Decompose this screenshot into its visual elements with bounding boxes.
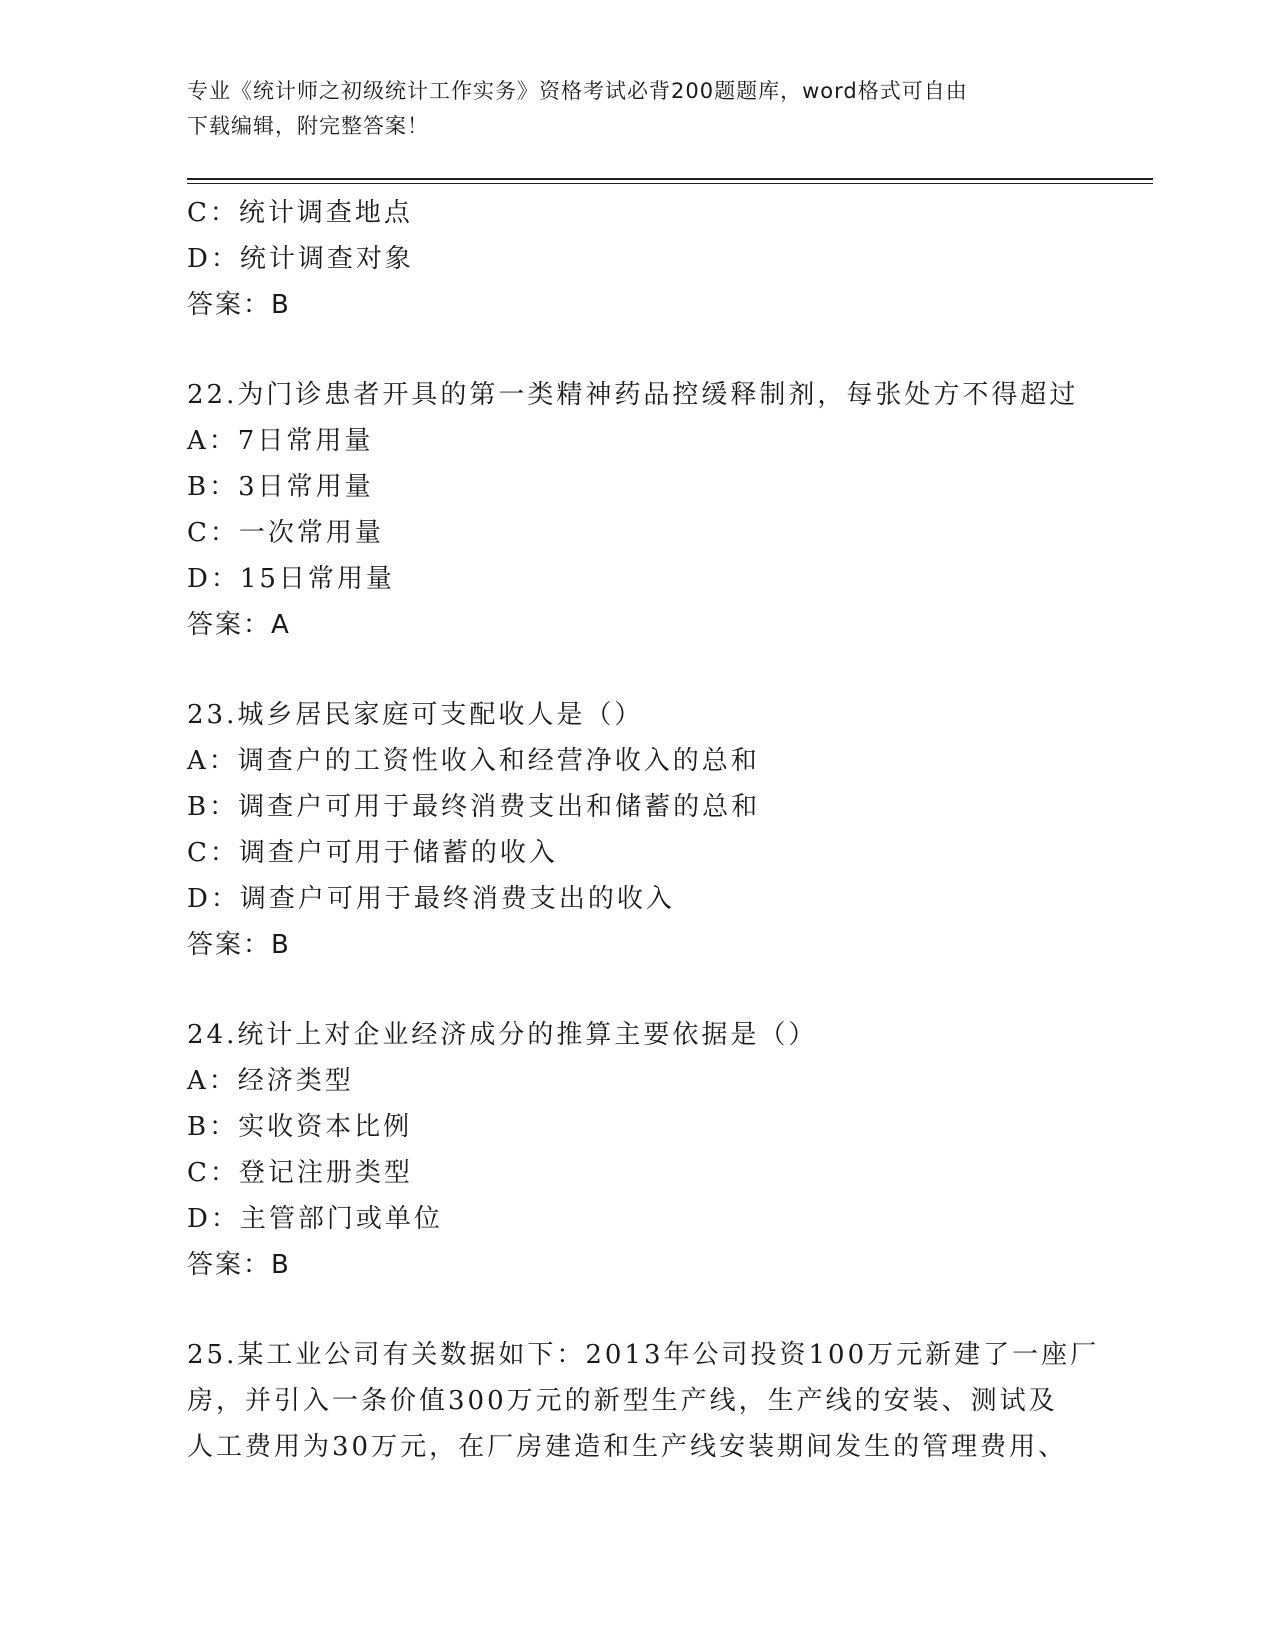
option-a: A：7日常用量 xyxy=(187,426,374,456)
answer-line: 答案：B xyxy=(187,1250,291,1280)
question-24 xyxy=(187,1012,1087,1288)
question-text-line-1: 25.某工业公司有关数据如下：2013年公司投资100万元新建了一座厂 xyxy=(187,1340,1100,1370)
option-a: A：调查户的工资性收入和经营净收入的总和 xyxy=(187,746,760,776)
option-c: C：一次常用量 xyxy=(187,518,384,548)
spacer xyxy=(187,328,1087,372)
spacer xyxy=(187,968,1087,1012)
question-23 xyxy=(187,692,1087,968)
question-text-line-2: 房，并引入一条价值300万元的新型生产线，生产线的安装、测试及 xyxy=(187,1386,1058,1416)
header-line-2: 下载编辑，附完整答案！ xyxy=(187,114,429,138)
question-text: 23.城乡居民家庭可支配收人是（） xyxy=(187,700,644,730)
question-21-tail xyxy=(187,190,1087,328)
question-text-line-3: 人工费用为30万元，在厂房建造和生产线安装期间发生的管理费用、 xyxy=(187,1432,1068,1462)
answer-line: 答案：A xyxy=(187,610,291,640)
question-25 xyxy=(187,1332,1100,1470)
spacer xyxy=(187,648,1087,692)
header-rule-thin xyxy=(187,183,1153,184)
option-c: C：调查户可用于储蓄的收入 xyxy=(187,838,558,868)
document-header xyxy=(187,74,1067,144)
question-text: 22.为门诊患者开具的第一类精神药品控缓释制剂，每张处方不得超过 xyxy=(187,380,1079,410)
option-c: C：登记注册类型 xyxy=(187,1158,413,1188)
answer-line: 答案：B xyxy=(187,290,291,320)
option-b: B：实收资本比例 xyxy=(187,1112,413,1142)
question-text: 24.统计上对企业经济成分的推算主要依据是（） xyxy=(187,1020,818,1050)
option-b: B：调查户可用于最终消费支出和储蓄的总和 xyxy=(187,792,761,822)
option-a: A：经济类型 xyxy=(187,1066,354,1096)
answer-line: 答案：B xyxy=(187,930,291,960)
option-d: D：统计调查对象 xyxy=(187,244,414,274)
option-d: D：主管部门或单位 xyxy=(187,1204,443,1234)
option-d: D：调查户可用于最终消费支出的收入 xyxy=(187,884,675,914)
spacer xyxy=(187,1288,1087,1332)
option-b: B：3日常用量 xyxy=(187,472,374,502)
option-d: D：15日常用量 xyxy=(187,564,395,594)
option-c: C：统计调查地点 xyxy=(187,198,413,228)
question-22 xyxy=(187,372,1087,648)
document-body xyxy=(187,190,1100,1470)
header-rule-thick xyxy=(187,178,1153,180)
header-line-1: 专业《统计师之初级统计工作实务》资格考试必背200题题库，word格式可自由 xyxy=(187,79,968,103)
